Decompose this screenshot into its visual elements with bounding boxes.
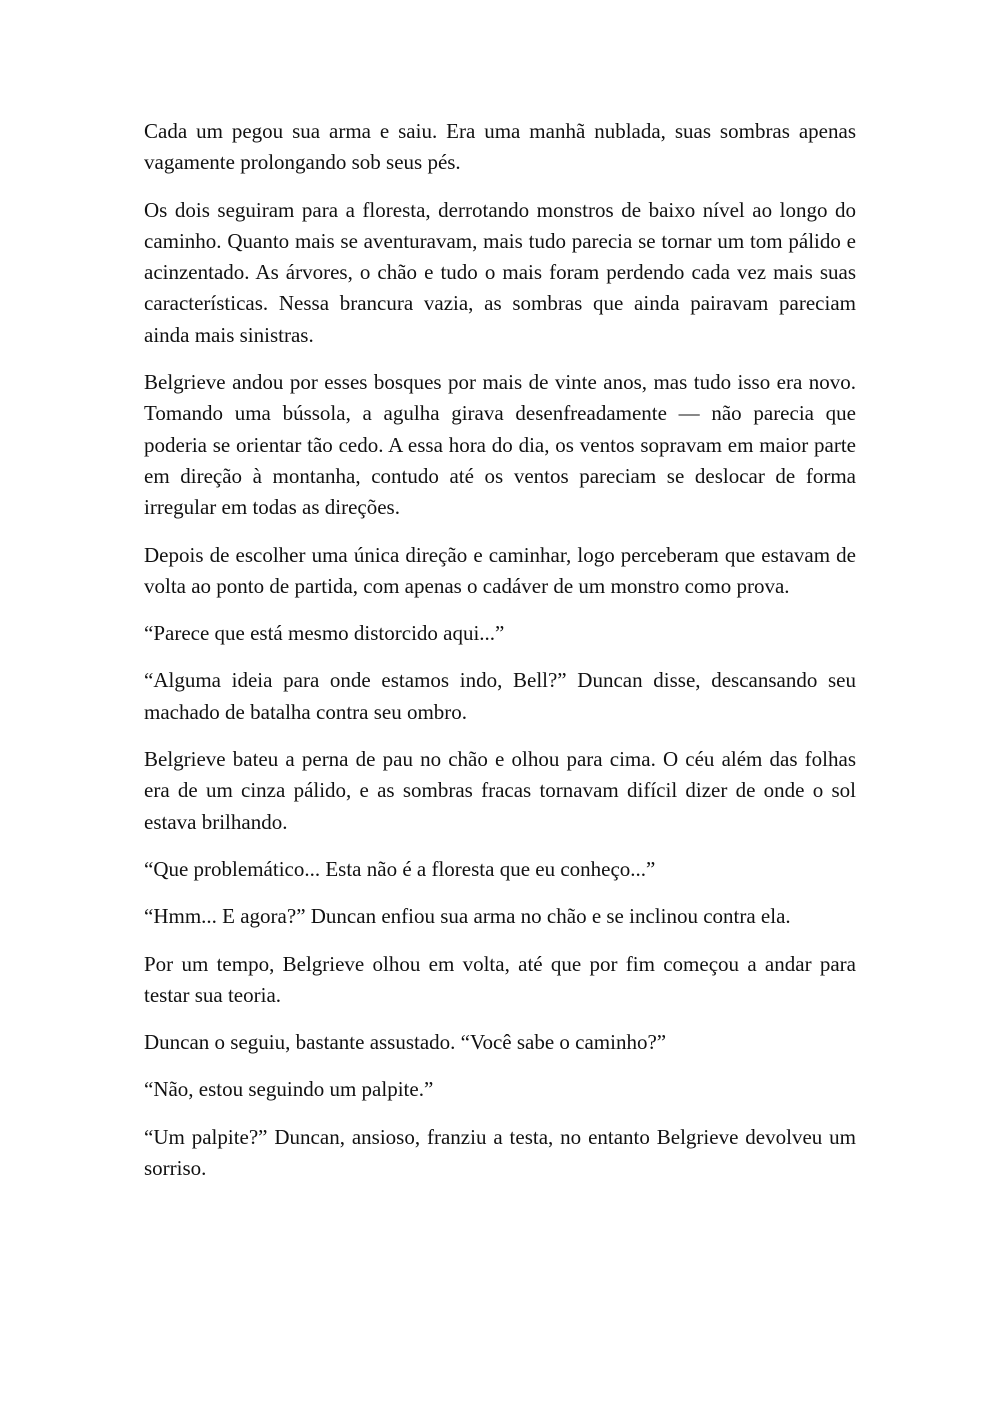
paragraph: “Que problemático... Esta não é a floresta que eu conheço...” [144,856,656,881]
paragraph: Os dois seguiram para a floresta, derrotando monstros de baixo nível ao longo do caminho. Quanto mais se aventuravam, mais tudo parecia se tornar um tom pálido e acinzentado. As árvores, o chão e tudo o mais foram perdendo cada vez mais suas características. Nessa brancura vazia, as sombras que ainda pairavam pareciam ainda mais sinistras. [144,197,856,347]
paragraph: Belgrieve andou por esses bosques por mais de vinte anos, mas tudo isso era novo. Tomando uma bússola, a agulha girava desenfreadamente — não parecia que poderia se orientar tão cedo. A essa hora do dia, os ventos sopravam em maior parte em direção à montanha, contudo até os ventos pareciam se deslocar de forma irregular em todas as direções. [144,370,856,520]
paragraph: “Parece que está mesmo distorcido aqui...” [144,621,505,646]
paragraph: “Alguma ideia para onde estamos indo, Bell?” Duncan disse, descansando seu machado de batalha contra seu ombro. [144,668,856,724]
document-page [144,116,856,1200]
paragraph: Belgrieve bateu a perna de pau no chão e olhou para cima. O céu além das folhas era de um cinza pálido, e as sombras fracas tornavam difícil dizer de onde o sol estava brilhando. [144,747,856,834]
paragraph: Duncan o seguiu, bastante assustado. “Você sabe o caminho?” [144,1030,667,1055]
paragraph: Por um tempo, Belgrieve olhou em volta, até que por fim começou a andar para testar sua teoria. [144,951,856,1007]
paragraph: “Um palpite?” Duncan, ansioso, franziu a testa, no entanto Belgrieve devolveu um sorriso. [144,1124,856,1181]
paragraph: Depois de escolher uma única direção e caminhar, logo perceberam que estavam de volta ao ponto de partida, com apenas o cadáver de um monstro como prova. [144,542,856,598]
paragraph: “Não, estou seguindo um palpite.” [144,1077,434,1102]
paragraph: “Hmm... E agora?” Duncan enfiou sua arma no chão e se inclinou contra ela. [144,904,791,929]
paragraph: Cada um pegou sua arma e saiu. Era uma manhã nublada, suas sombras apenas vagamente prolongando sob seus pés. [144,119,856,175]
